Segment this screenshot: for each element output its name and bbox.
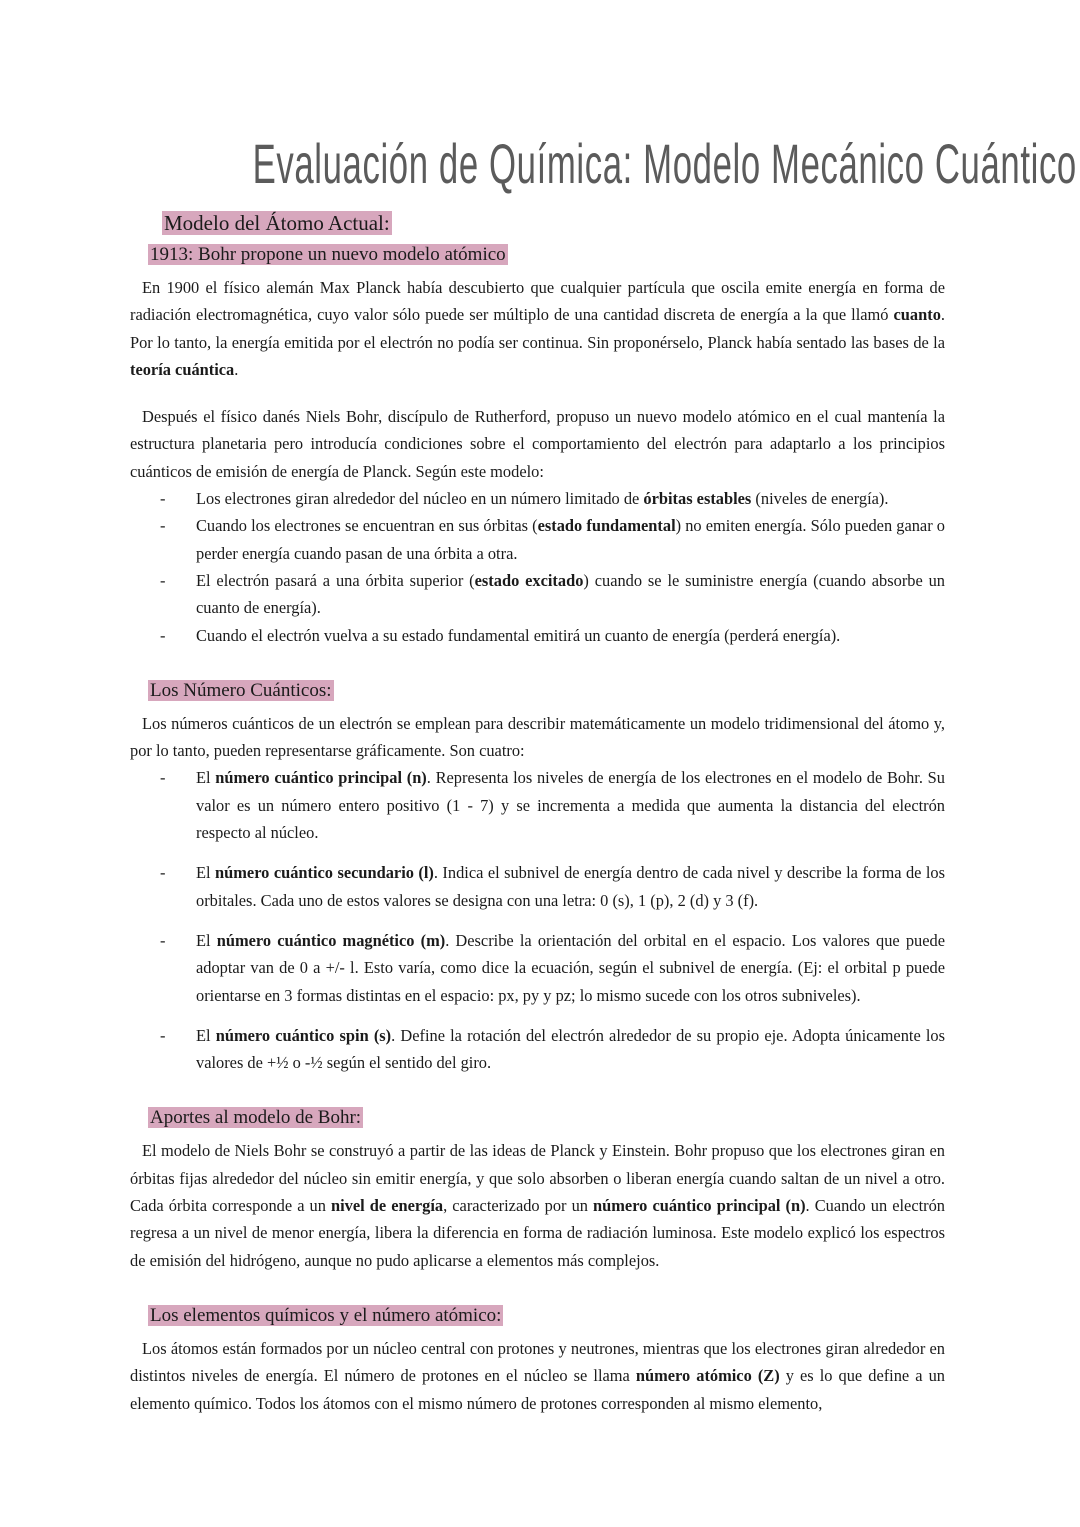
text-run: En 1900 el físico alemán Max Planck había descubierto que cualquier partícula que oscila emite energía en forma de radiación electromagnética, cuyo valor sólo puede ser múltiplo de una cantidad discreta de energía a la que llamó [130,278,945,325]
text-run: El [196,1025,216,1045]
section-quantum-numbers [130,677,945,1077]
bold-term: órbitas estables [643,489,752,509]
section-elementos [130,1302,945,1417]
bold-term: número cuántico magnético (m) [216,930,446,950]
list-item-text [196,571,945,617]
section-heading-quantum-text: Los Número Cuánticos: [150,679,332,701]
text-run: . Por lo tanto, la energía emitida por el electrón no podía ser continua. Sin proponérselo, Planck había sentado las bases de la [130,305,945,352]
list-item-text [196,1026,945,1072]
page-title [0,128,1080,200]
text-run: Los números cuánticos de un electrón se emplean para describir matemáticamente un modelo tridimensional del átomo y, por lo tanto, pueden representarse gráficamente. Son cuatro: [130,713,945,761]
text-run: Cuando los electrones se encuentran en sus órbitas ( [196,516,538,536]
list-item-text [196,863,945,909]
paragraph-planck [130,274,945,383]
text-run: El [196,863,216,883]
bold-term: número cuántico secundario (l) [215,863,434,883]
text-run: . Indica el subnivel de energía dentro de cada nivel y describe la forma de los orbitales. Cada uno de estos valores se designa con una letra: 0 (s), 1 (p), 2 (d) y 3 (f). [196,863,945,910]
bold-term: número cuántico principal (n) [215,768,427,788]
text-run: ) no emiten energía. Sólo pueden ganar o perder energía cuando pasan de una órbita a otra. [196,516,945,563]
main-heading-text: Modelo del Átomo Actual: [164,211,390,235]
section-aportes [130,1104,945,1273]
list-item [130,567,945,622]
text-run: . Describe la orientación del orbital en el espacio. Los valores que puede adoptar van de 0 a +/- l. Esto varía, como dice la ecuación, según el subnivel de energía. (Ej: el orbital p puede orientarse en 3 formas distintas en el espacio: px, py y pz; lo mismo sucede con los otros subniveles). [196,930,945,1005]
section-heading-bohr [148,241,945,269]
bullet-dash: - [160,768,166,788]
list-item [130,1022,945,1077]
text-run: Después el físico danés Niels Bohr, discípulo de Rutherford, propuso un nuevo modelo atómico en el cual mantenía la estructura planetaria pero introducía condiciones sobre el comportamiento del electrón para adaptarlo a los principios cuánticos de emisión de energía de Planck. Según este modelo: [130,407,945,481]
section-heading-aportes [148,1104,945,1132]
paragraph-aportes [130,1137,945,1273]
list-item-text [196,931,945,1005]
section-heading-aportes-text: Aportes al modelo de Bohr: [150,1107,362,1129]
section-bohr [130,241,945,649]
list-bohr-postulates [130,485,945,649]
list-item [130,512,945,567]
bold-term: estado excitado [474,570,584,590]
paragraph-bohr-model [130,403,945,485]
section-heading-quantum [148,677,945,705]
text-run: y es lo que define a un elemento químico. Todos los átomos con el mismo número de protones corresponden al mismo elemento, [130,1366,945,1413]
bullet-dash: - [160,570,166,590]
text-run: . Define la rotación del electrón alrededor de su propio eje. Adopta únicamente los valores de +½ o -½ según el sentido del giro. [196,1025,945,1073]
list-item [130,622,945,649]
list-item [130,927,945,1009]
bold-term: estado fundamental [537,516,676,536]
list-item [130,485,945,512]
bullet-dash: - [160,1025,166,1045]
text-run: Cuando el electrón vuelva a su estado fundamental emitirá un cuanto de energía (perderá energía). [196,625,841,645]
text-run: El [196,930,217,950]
list-item [130,764,945,846]
section-heading-bohr-text: 1913: Bohr propone un nuevo modelo atómico [150,244,506,265]
list-item-text [196,768,945,842]
bold-term: teoría cuántica [130,359,235,379]
page-title-text: Evaluación de Química: Modelo Mecánico Cuántico [252,132,1077,195]
text-run: . Representa los niveles de energía de los electrones en el modelo de Bohr. Su valor es un número entero positivo (1 - 7) y se incrementa a medida que aumenta la distancia del electrón respecto al núcleo. [196,768,945,843]
bullet-dash: - [160,516,166,536]
bullet-dash: - [160,625,166,645]
section-heading-elementos-text: Los elementos químicos y el número atómico: [150,1304,502,1326]
list-item-text [196,626,840,645]
bullet-dash: - [160,863,166,883]
section-heading-elementos [148,1302,945,1330]
bullet-dash: - [160,489,166,509]
text-run: El electrón pasará a una órbita superior ( [196,570,475,590]
text-run: El modelo de Niels Bohr se construyó a partir de las ideas de Planck y Einstein. Bohr propuso que los electrones giran en órbitas fijas alrededor del núcleo sin emitir energía, y que solo absorben o liberan energía cuando saltan de un nivel a otro. Cada órbita corresponde a un [130,1141,945,1216]
paragraph-quantum-intro [130,710,945,765]
bold-term: cuanto [893,305,941,325]
text-run: . [234,359,239,379]
list-item [130,859,945,914]
bold-term: nivel de energía [331,1196,444,1216]
text-run: Los electrones giran alrededor del núcleo en un número limitado de [196,489,644,509]
bold-term: número cuántico principal (n) [593,1196,806,1216]
document-body [130,208,945,1417]
bullet-dash: - [160,930,166,950]
text-run: El [196,768,216,788]
main-heading [162,208,945,238]
text-run: . Cuando un electrón regresa a un nivel de menor energía, libera la diferencia en forma de radiación luminosa. Este modelo explicó los espectros de emisión del hidrógeno, aunque no pudo aplicarse a elementos más complejos. [130,1196,945,1270]
text-run: , caracterizado por un [443,1196,594,1216]
text-run: Los átomos están formados por un núcleo central con protones y neutrones, mientras que los electrones giran alrededor en distintos niveles de energía. El número de protones en el núcleo se llama [130,1338,945,1386]
text-run: ) cuando se le suministre energía (cuando absorbe un cuanto de energía). [196,570,946,618]
bold-term: número atómico (Z) [635,1366,780,1386]
list-item-text [196,516,945,562]
paragraph-elementos [130,1335,945,1417]
bold-term: número cuántico spin (s) [215,1025,392,1045]
text-run: (niveles de energía). [751,489,889,509]
list-quantum-numbers [130,764,945,1076]
list-item-text [196,489,888,508]
